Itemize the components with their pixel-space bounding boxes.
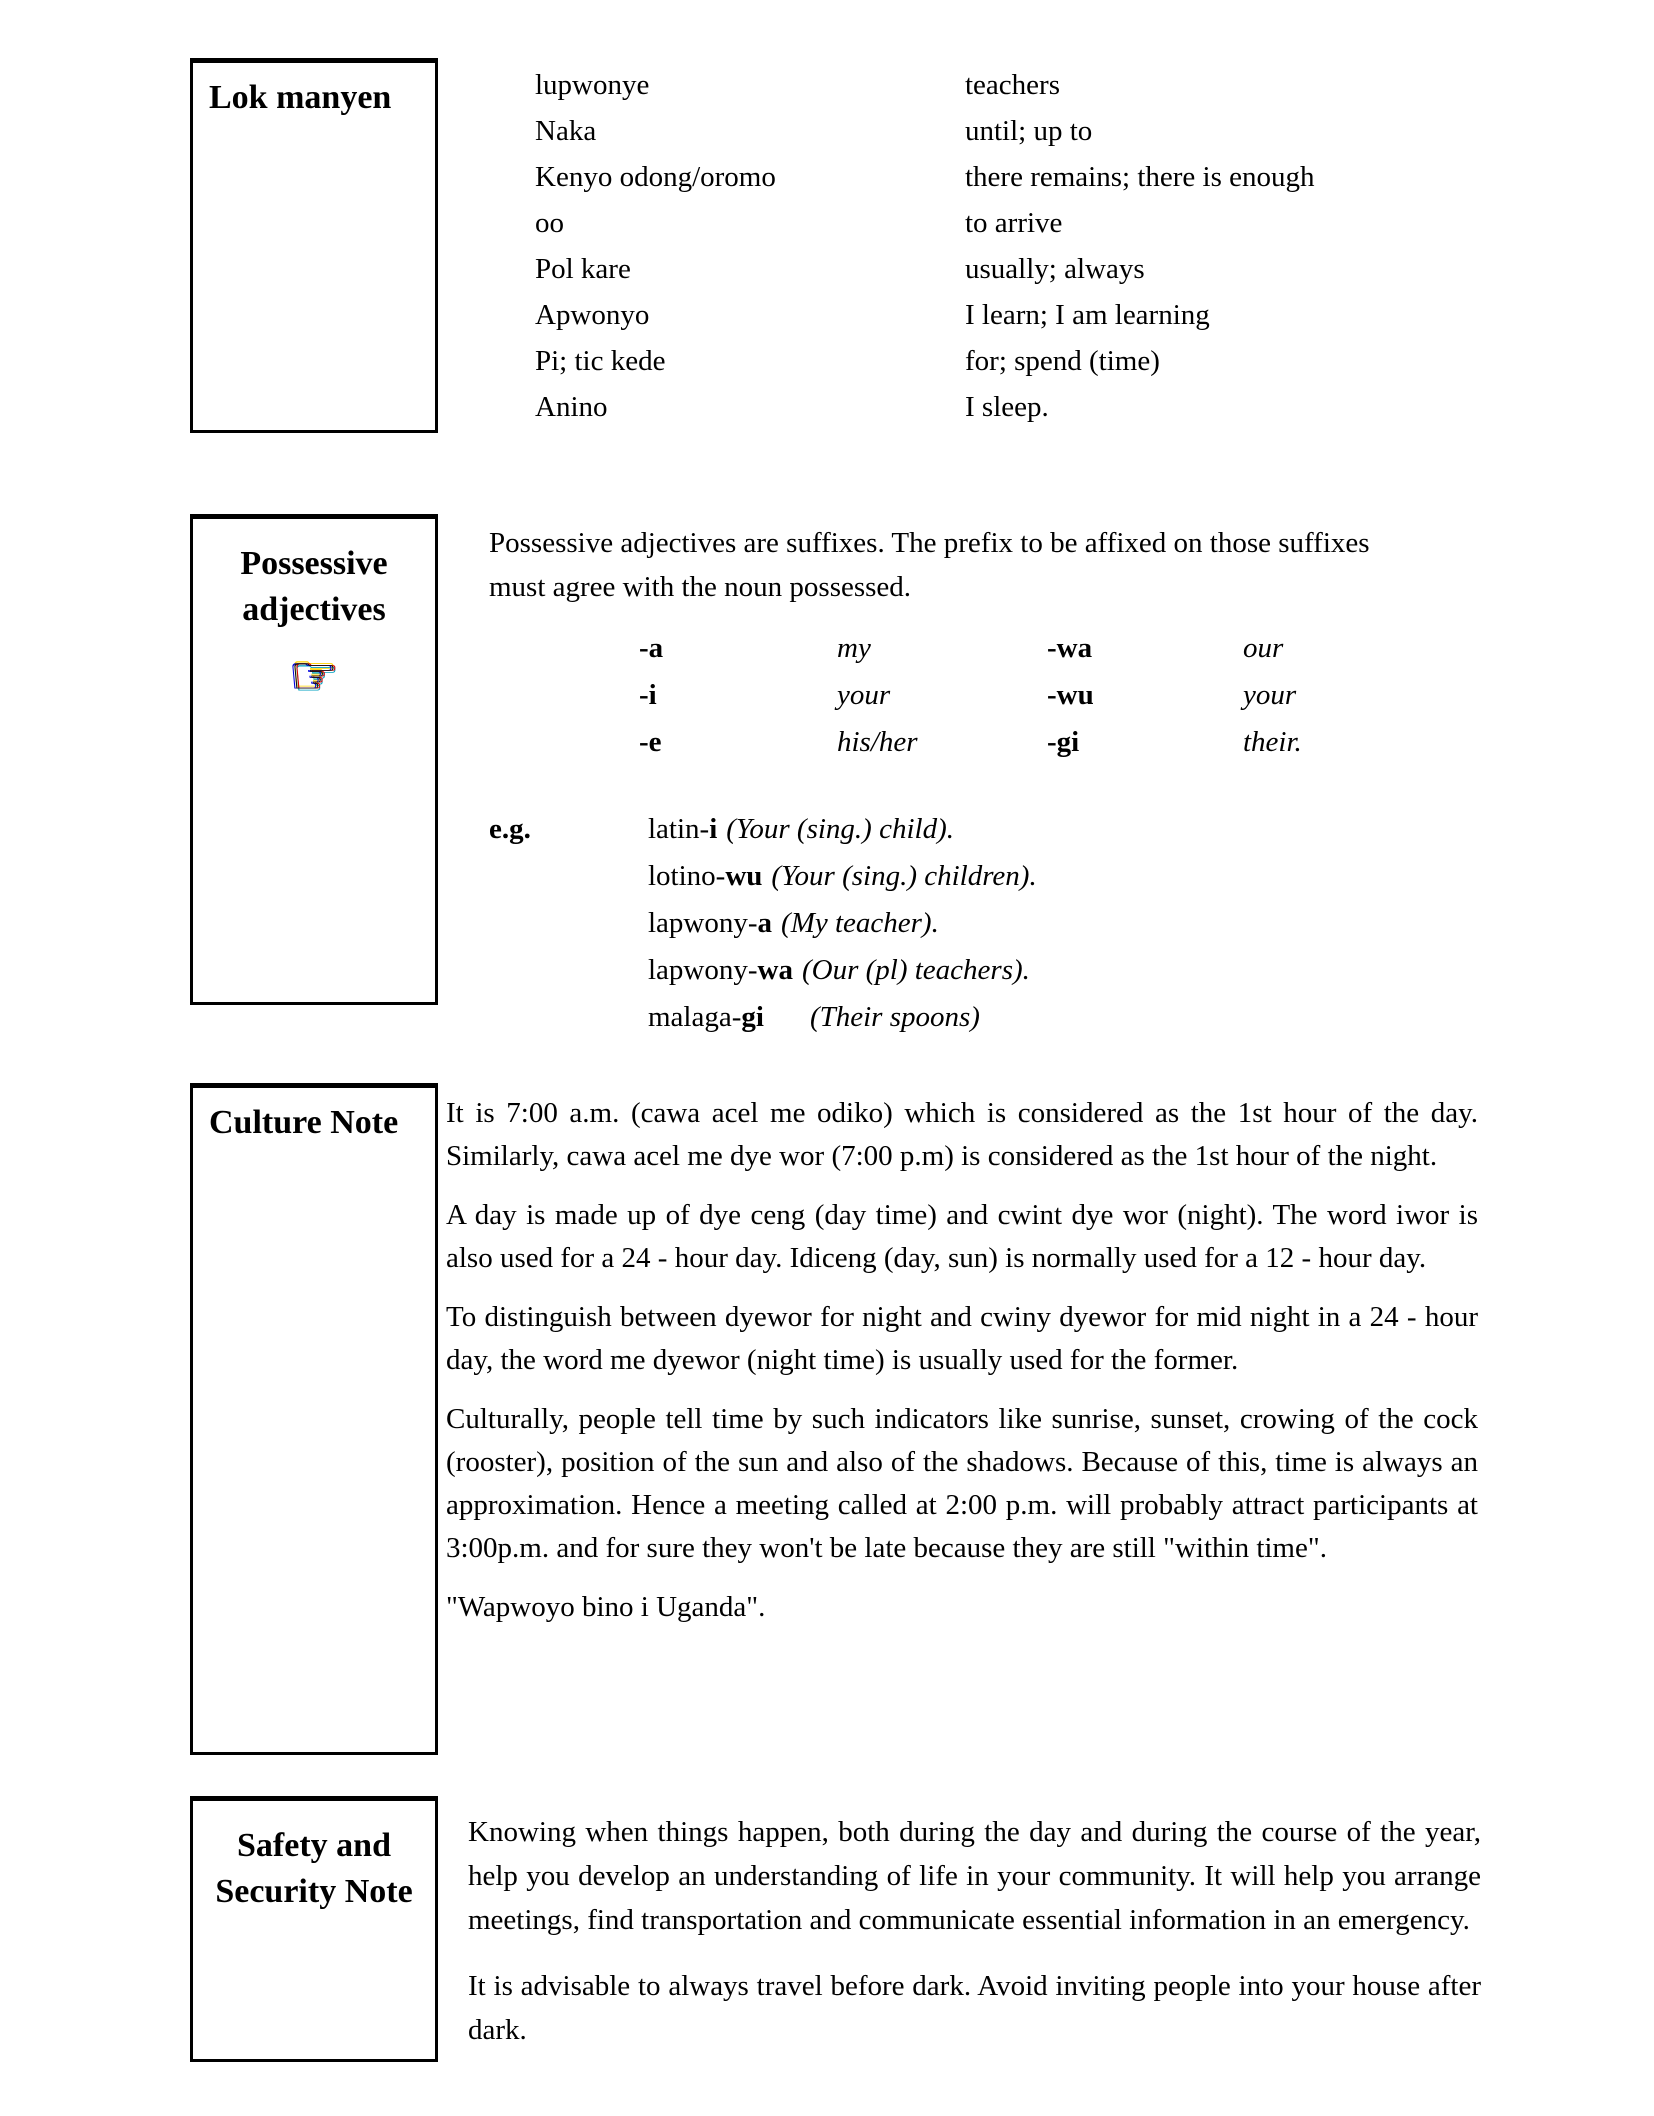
vocab-list [535,62,1315,430]
vocab-term: Pi; tic kede [535,345,666,377]
example-row [648,900,1037,947]
vocab-row [535,384,1315,430]
vocab-definition: for; spend (time) [965,345,1160,377]
suffix-meaning: your [1243,679,1297,711]
vocab-row [535,338,1315,384]
example-row [648,853,1037,900]
suffix-meaning: their. [1243,726,1302,758]
example-stem: latin- [648,813,710,845]
vocab-row [535,246,1315,292]
vocab-label-box [190,58,438,433]
example-row [648,994,1037,1041]
possessive-intro: Possessive adjectives are suffixes. The prefix to be affixed on those suffixes must agree with the noun possessed. [489,527,1370,603]
example-gloss: (Your (sing.) children). [771,860,1037,892]
vocab-term: Pol kare [535,253,631,285]
examples-block [489,806,1424,1041]
safety-title-line2: Security Note [215,1873,413,1910]
culture-paragraph: It is 7:00 a.m. (cawa acel me odiko) which is considered as the 1st hour of the day. Similarly, cawa acel me dye wor (7:00 p.m) is considered as the 1st hour of the night. [446,1097,1478,1172]
suffix: -wu [1047,679,1094,711]
suffix: -gi [1047,726,1080,758]
example-suffix: wu [725,860,763,892]
suffix-meaning: his/her [837,726,918,758]
vocab-row [535,62,1315,108]
safety-note-title [193,1801,435,1915]
vocab-title: Lok manyen [209,79,392,116]
vocab-definition: to arrive [965,207,1063,239]
culture-note-content [446,1092,1478,1629]
vocab-definition: I learn; I am learning [965,299,1210,331]
possessive-title [193,519,435,633]
example-stem: lotino- [648,860,726,892]
vocab-row [535,154,1315,200]
safety-paragraph: Knowing when things happen, both during the day and during the course of the year, help you develop an understanding of life in your community. It will help you arrange meetings, find transportation and communicate essential information in an emergency. [468,1816,1481,1936]
vocab-definition: I sleep. [965,391,1049,423]
vocab-term: lupwonye [535,69,650,101]
vocab-row [535,292,1315,338]
culture-note-title: Culture Note [209,1104,399,1141]
possessive-label-box [190,514,438,1005]
example-stem: malaga- [648,1001,742,1033]
example-row [648,806,1037,853]
culture-paragraph: To distinguish between dyewor for night and cwiny dyewor for mid night in a 24 - hour day, the word me dyewor (night time) is usually used for the former. [446,1301,1478,1376]
example-gloss: (Their spoons) [809,1001,980,1033]
vocab-term: Kenyo odong/oromo [535,161,776,193]
example-suffix: i [709,813,718,845]
examples-list [648,806,1037,1041]
example-row [648,947,1037,994]
example-stem: lapwony- [648,954,758,986]
vocab-row [535,108,1315,154]
example-gloss: (Our (pl) teachers). [801,954,1030,986]
vocab-term: Anino [535,391,608,423]
suffix: -e [639,726,662,758]
safety-paragraph: It is advisable to always travel before dark. Avoid inviting people into your house after dark. [468,1970,1481,2046]
vocab-term: Naka [535,115,597,147]
culture-note-label-box [190,1083,438,1755]
vocab-term: Apwonyo [535,299,650,331]
vocab-term: oo [535,207,564,239]
safety-title-line1: Safety and [237,1827,391,1864]
vocab-definition: until; up to [965,115,1093,147]
example-suffix: wa [757,954,793,986]
vocab-row [535,200,1315,246]
eg-label: e.g. [489,813,531,845]
example-gloss: (My teacher). [781,907,939,939]
vocab-definition: usually; always [965,253,1145,285]
example-suffix: a [757,907,773,939]
vocab-definition: there remains; there is enough [965,161,1315,193]
suffix-meaning: our [1243,632,1284,664]
suffix: -i [639,679,657,711]
example-stem: lapwony- [648,907,758,939]
example-suffix: gi [741,1001,764,1033]
suffix: -wa [1047,632,1093,664]
safety-note-label-box [190,1796,438,2062]
possessive-content [489,521,1424,1041]
suffix-meaning: my [837,632,871,664]
suffix: -a [639,632,664,664]
pointing-hand-icon: ☞ [289,644,339,707]
culture-paragraph: "Wapwoyo bino i Uganda". [446,1591,766,1623]
safety-note-content [468,1810,1481,2074]
suffix-meaning: your [837,679,891,711]
example-gloss: (Your (sing.) child). [726,813,954,845]
culture-paragraph: A day is made up of dye ceng (day time) and cwint dye wor (night). The word iwor is also used for a 24 - hour day. Idiceng (day, sun) is normally used for a 12 - hour day. [446,1199,1478,1274]
possessive-title-line1: Possessive [240,545,388,582]
possessive-title-line2: adjectives [242,591,386,628]
vocab-definition: teachers [965,69,1060,101]
culture-paragraph: Culturally, people tell time by such indicators like sunrise, sunset, crowing of the cock (rooster), position of the sun and also of the shadows. Because of this, time is always an approximation. Hence a meeting called at 2:00 p.m. will probably attract participants at 3:00p.m. and for sure they won't be late because they are still "within time". [446,1403,1478,1564]
suffix-table [639,625,1424,766]
